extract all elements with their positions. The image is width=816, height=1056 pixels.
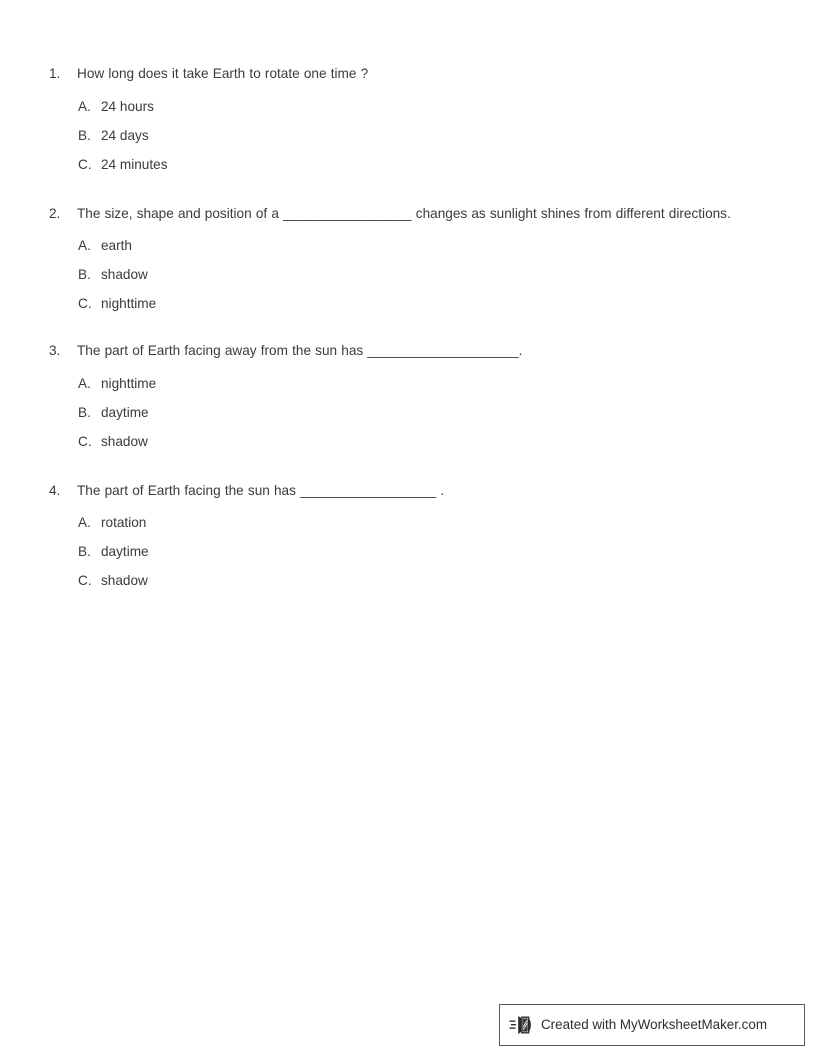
options-list — [49, 236, 761, 323]
option-row[interactable] — [78, 294, 761, 323]
option-letter: A. — [78, 515, 91, 530]
option-text: daytime — [101, 544, 149, 559]
question-block — [49, 64, 761, 184]
option-letter: B. — [78, 127, 91, 143]
options-list — [49, 513, 761, 600]
option-row[interactable] — [78, 236, 761, 265]
question-text: The part of Earth facing the sun has __________________ . — [77, 482, 445, 498]
option-row[interactable] — [78, 155, 761, 184]
option-text: nighttime — [101, 375, 157, 391]
option-row[interactable] — [78, 265, 761, 294]
option-row[interactable] — [78, 374, 761, 403]
option-letter: A. — [78, 98, 91, 114]
question-heading — [49, 341, 761, 361]
questions-container — [49, 64, 761, 600]
option-letter: B. — [78, 404, 91, 420]
options-list — [49, 374, 761, 461]
option-text: 24 days — [101, 127, 149, 143]
option-letter: C. — [78, 433, 92, 449]
worksheet-maker-logo-icon — [509, 1013, 535, 1037]
option-letter: C. — [78, 573, 92, 588]
question-heading — [49, 64, 761, 84]
option-row[interactable] — [78, 432, 761, 461]
question-block — [49, 481, 761, 601]
option-letter: B. — [78, 544, 91, 559]
question-number: 2. — [49, 205, 61, 221]
question-text: The part of Earth facing away from the sun has ____________________. — [77, 343, 523, 358]
option-text: 24 hours — [101, 98, 154, 114]
question-block — [49, 341, 761, 461]
option-letter: C. — [78, 156, 92, 172]
option-row[interactable] — [78, 513, 761, 542]
option-row[interactable] — [78, 571, 761, 600]
question-text: The size, shape and position of a _________________ changes as sunlight shines from different directions. — [77, 205, 731, 221]
option-text: nighttime — [101, 296, 157, 311]
option-text: rotation — [101, 515, 147, 530]
option-text: shadow — [101, 433, 148, 449]
option-row[interactable] — [78, 97, 761, 126]
question-heading — [49, 481, 761, 501]
options-list — [49, 97, 761, 184]
option-letter: B. — [78, 267, 91, 282]
option-text: shadow — [101, 267, 148, 282]
question-number: 1. — [49, 66, 61, 81]
attribution-text: Created with MyWorksheetMaker.com — [541, 1017, 767, 1033]
option-text: shadow — [101, 573, 148, 588]
option-text: 24 minutes — [101, 156, 168, 172]
option-letter: A. — [78, 238, 91, 253]
option-letter: C. — [78, 296, 92, 311]
option-text: daytime — [101, 404, 149, 420]
question-text: How long does it take Earth to rotate one time ? — [77, 66, 369, 81]
question-heading — [49, 204, 761, 224]
question-number: 3. — [49, 343, 61, 358]
option-row[interactable] — [78, 542, 761, 571]
attribution-badge[interactable] — [499, 1004, 805, 1046]
option-letter: A. — [78, 375, 91, 391]
option-row[interactable] — [78, 403, 761, 432]
option-text: earth — [101, 238, 132, 253]
question-number: 4. — [49, 482, 61, 498]
option-row[interactable] — [78, 126, 761, 155]
question-block — [49, 204, 761, 324]
